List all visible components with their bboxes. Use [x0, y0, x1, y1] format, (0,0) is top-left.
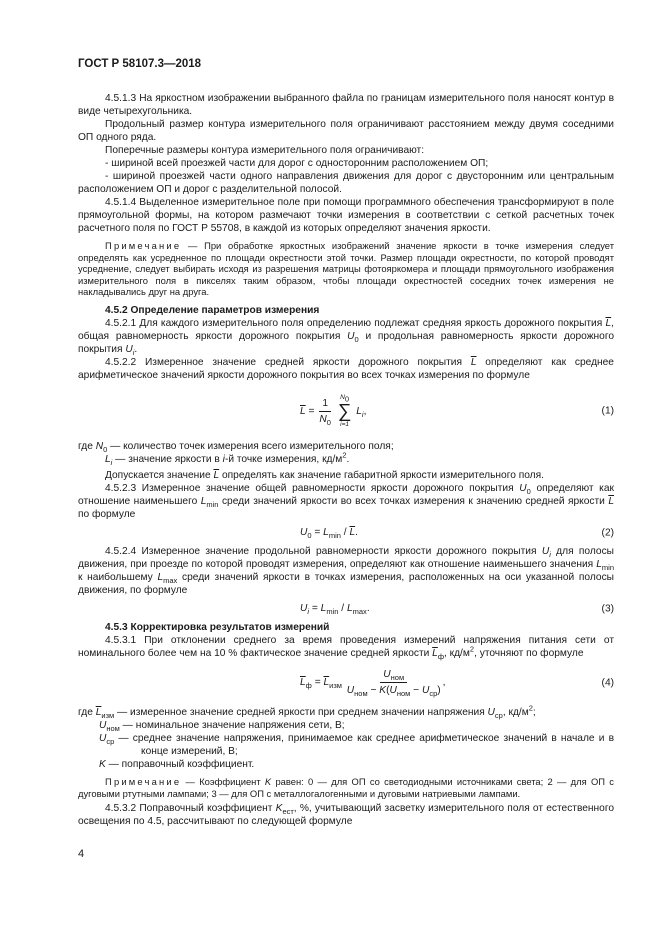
list-item-two-side: - шириной проезжей части одного направления движения для дорог с двусторонним или центральным расположением ОП и дорог с разделительной полосой.	[78, 171, 614, 195]
paragraph-4-5-3-1: 4.5.3.1 При отклонении среднего за время проведения измерений напряжения питания сети от номинального более чем на 10 % фактическое значение средней яркости $\overline{L}_ф$, $кд/м^2$, уточняют по формуле	[78, 634, 614, 661]
list-item-one-side: - шириной всей проезжей части для дорог с односторонним расположением ОП;	[105, 158, 489, 169]
formula-4: $\overline{L}_ф = \overline{L}_{изм}$ $\frac{U_{ном}}{U_{ном} - K(U_{ном} - U_{ср})}$ , (4)	[300, 668, 614, 698]
note-1	[78, 240, 614, 298]
definition-Li: $L_i$ — значение яркости в i-й точке измерения, $кд/м^2$.	[105, 450, 350, 467]
paragraph-4-5-2-1: 4.5.2.1 Для каждого измерительного поля определению подлежат средняя яркость дорожного покрытия $\overline{L}$, общая равномерность яркости дорожного покрытия $U_0$ и продольная равномерность яркости дорожного покрытия $U_i$.	[78, 317, 614, 357]
paragraph-4-5-2-2: 4.5.2.2 Измеренное значение средней яркости дорожного покрытия $\overline{L}$ определяют как среднее арифметическое значений яркости дорожного покрытия во всех точках измерения по формуле	[78, 356, 614, 381]
note-text: — При обработке яркостных изображений значение яркости в точке измерения следует определять как усредненное по площади окрестности этой точки. Размер площади окрестности, по которой проводят усреднение, следует выбирать исходя из разрешения матрицы фотояркомера и площади прямоугольного изображения измерительного поля в пикселях таким образом, чтобы площади окрестностей соседних точек измерения не накладывались друг на друга.	[78, 240, 614, 298]
paragraph-contour-width: Поперечные размеры контура измерительного поля ограничивают:	[105, 145, 425, 156]
formula-1: $\overline{L}$ = $\frac{1}{N_0}$ $N_0$ ∑ i=1 $L_i$, (1)	[300, 393, 614, 428]
formula-number-4: (4)	[601, 677, 614, 689]
paragraph-dimension-luminance: Допускается значение $\overline{L}$ определять как значение габаритной яркости измерительного поля.	[105, 469, 544, 481]
formula-number-2: (2)	[601, 527, 614, 539]
formula-number-3: (3)	[601, 603, 614, 615]
note-2: Примечание — Коэффициент K равен: 0 — для ОП со светодиодными источниками света; 2 — для ОП с дуговыми ртутными лампами; 3 — для ОП с металлогалогенными и дуговыми натриевыми лампами.	[78, 775, 614, 799]
section-heading-4-5-2: 4.5.2 Определение параметров измерения	[105, 304, 320, 316]
page-content	[78, 92, 614, 828]
paragraph-4-5-3-2: 4.5.3.2 Поправочный коэффициент $K_{ест}$, %, учитывающий засветку измерительного поля от естественного освещения по 4.5, рассчитывают по следующей формуле	[78, 803, 614, 828]
note-label: Примечание	[105, 240, 182, 251]
paragraph-4-5-2-4: 4.5.2.4 Измеренное значение продольной равномерности яркости дорожного покрытия $U_i$ для полосы движения, при проезде по которой проводят измерения, определяют как отношение наименьшего значения $L_{min}$ к наибольшему $L_{max}$ среди значений яркости в точках измерения, расположенных на оси указанной полосы движения, по формуле	[78, 545, 615, 596]
page-number: 4	[78, 848, 85, 860]
formula-number-1: (1)	[601, 405, 614, 417]
formula-2: $U_0 = L_{min} / \overline{L}$. (2)	[300, 526, 614, 540]
paragraph-4-5-1-4: 4.5.1.4 Выделенное измерительное поле при помощи программного обеспечения трансформируют в поле прямоугольной формы, на котором размечают точки измерения в соответствии с сеткой расчетных точек расчетного поля по ГОСТ Р 55708, в каждой из которых определяют значения яркости.	[78, 197, 614, 234]
paragraph-4-5-2-3: 4.5.2.3 Измеренное значение общей равномерности яркости дорожного покрытия $U_0$ определяют как отношение наименьшего $L_{min}$ среди значений яркости во всех точках измерения к значению средней яркости $\overline{L}$ по формуле	[78, 482, 614, 520]
definition-U-nom: $U_{ном}$ — номинальное значение напряжения сети, В;	[99, 719, 345, 733]
definition-K: K — поправочный коэффициент.	[99, 758, 255, 770]
note-label: Примечание	[105, 775, 182, 787]
paragraph-4-5-1-3: 4.5.1.3 На яркостном изображении выбранного файла по границам измерительного поля наносят контур в виде четырехугольника.	[78, 93, 614, 117]
document-header: ГОСТ Р 58107.3—2018	[78, 58, 202, 70]
paragraph-contour-length: Продольный размер контура измерительного поля ограничивают расстоянием между двумя соседними ОП одного ряда.	[78, 119, 614, 143]
formula-3: $U_i = L_{min} / L_{max}$. (3)	[300, 602, 614, 616]
definition-L-izm: где $\overline{L}_{изм}$ — измеренное значение средней яркости при среднем значении напряжения $U_{ср}$, $кд/м^2$;	[78, 703, 536, 720]
definition-N0: где $N_0$ — количество точек измерения всего измерительного поля;	[78, 440, 394, 454]
definition-U-sr: $U_{ср}$ — среднее значение напряжения, принимаемое как среднее арифметическое значений в начале и в конце измерений, В;	[99, 732, 614, 757]
section-heading-4-5-3: 4.5.3 Корректировка результатов измерений	[105, 621, 330, 633]
